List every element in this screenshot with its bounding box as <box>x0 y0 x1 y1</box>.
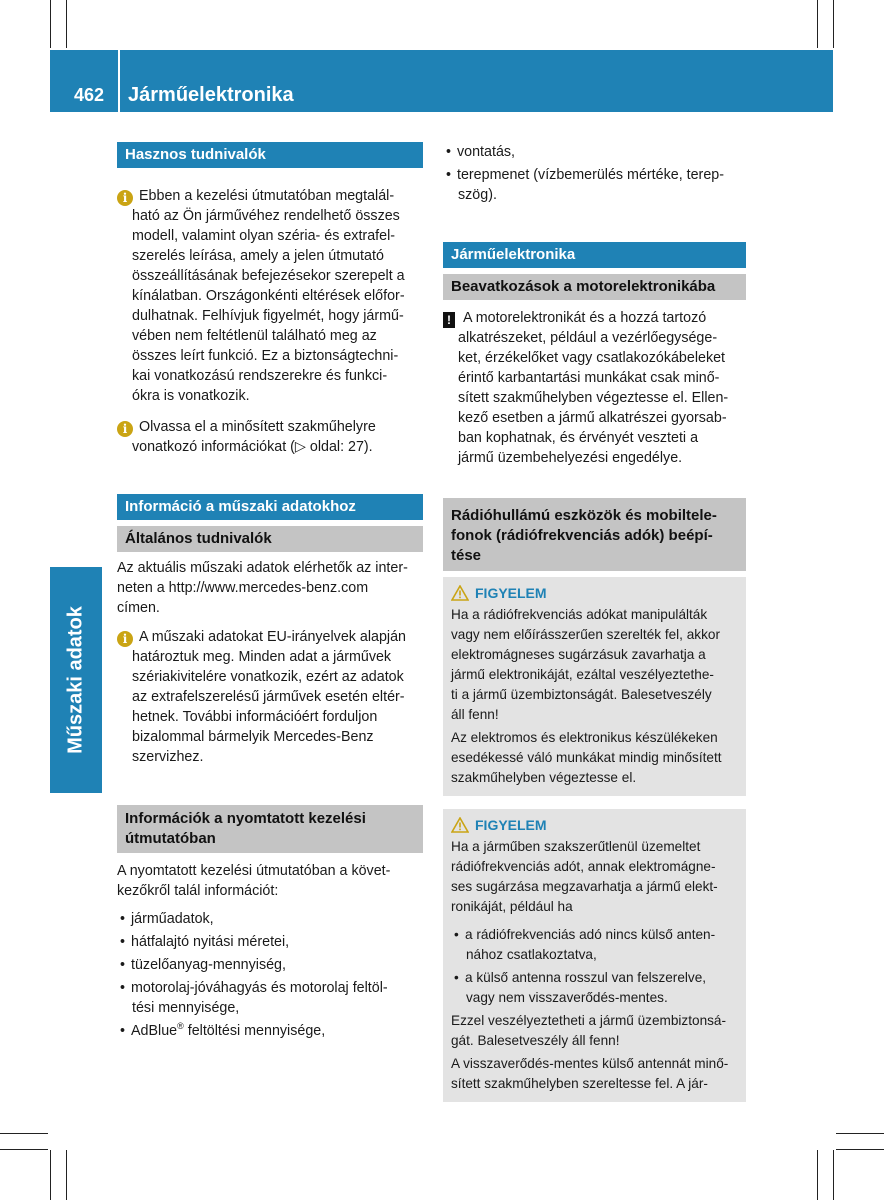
subheading-radio: Rádióhullámú eszközök és mobiltele- fonok (rádiófrekvenciás adók) beépí- tése <box>443 498 746 571</box>
crop-mark <box>0 1133 48 1134</box>
info-note: i Olvassa el a minősített szakműhelyre vonatkozó információkat (▷ oldal: 27). <box>117 417 423 457</box>
crop-mark <box>817 0 818 48</box>
side-tab-label: Műszaki adatok <box>64 606 87 754</box>
list-item: • a külső antenna rosszul van felszerelve, <box>451 968 738 988</box>
warning-title: FIGYELEM <box>451 583 738 603</box>
list-item: • hátfalajtó nyitási méretei, <box>117 932 423 952</box>
warning-triangle-icon <box>451 585 469 601</box>
info-icon: i <box>117 190 133 206</box>
crop-mark <box>0 1149 48 1150</box>
list-item: • a rádiófrekvenciás adó nincs külső anten- <box>451 925 738 945</box>
section-heading-info-muszaki: Információ a műszaki adatokhoz <box>117 494 423 520</box>
right-column <box>443 142 746 1102</box>
info-note: i A műszaki adatokat EU-irányelvek alapján határoztuk meg. Minden adat a járművek szériakivitelére vonatkozik, ezért az adatok az extrafelszerelésű járművek esetén eltér- hetnek. További információért forduljon bizalommal bármelyik Mercedes-Benz szervizhez. <box>117 627 423 767</box>
warning-box: FIGYELEM Ha a rádiófrekvenciás adókat manipulálták vagy nem előírásszerűen szerelték fel, akkor elektromágneses sugárzásuk zavarhatja a jármű elektronikáját, ezáltal veszélyeztethe- ti a jármű üzembiztonságát. Balesetveszély áll fenn! Az elektromos és elektronikus készülékeken esedékessé váló munkákat mindig minősített szakműhelyben végeztesse el. <box>443 577 746 796</box>
section-heading-jarmuelektronika: Járműelektronika <box>443 242 746 268</box>
caution-note: ! A motorelektronikát és a hozzá tartozó alkatrészeket, például a vezérlőegysége- ket, érzékelőket vagy csatlakozókábeleket érintő karbantartási munkákat csak minő- sített szakműhelyben végeztesse el. Ellen- kező esetben a jármű alkatrészei gyorsab- ban kophatnak, és érvényét veszteti a jármű üzembehelyezési engedélye. <box>443 308 746 468</box>
crop-mark <box>66 0 67 48</box>
subheading-motorelektronika: Beavatkozások a motorelektronikába <box>443 274 746 300</box>
bullet-list: • vontatás, • terepmenet (vízbemerülés mértéke, terep- szög). <box>443 142 746 205</box>
warning-triangle-icon <box>451 817 469 833</box>
crop-mark <box>66 1150 67 1200</box>
page-number: 462 <box>74 85 105 105</box>
info-icon: i <box>117 421 133 437</box>
subheading-nyomtatott: Információk a nyomtatott kezelési útmutatóban <box>117 805 423 853</box>
crop-mark <box>833 1150 834 1200</box>
crop-mark <box>833 0 834 48</box>
info-icon: i <box>117 631 133 647</box>
page-title: Járműelektronika <box>128 84 294 106</box>
left-column <box>117 142 423 1041</box>
info-note: i Ebben a kezelési útmutatóban megtalál- ható az Ön járművéhez rendelhető összes modell, valamint olyan széria- és extrafel- szerelés leírása, amely a jelen útmutató összeállításának befejezésekor szerepelt a kínálatban. Országonkénti eltérések előfor- dulhatnak. Felhívjuk figyelmét, hogy jármű- vében nem feltétlenül található meg az összes leírt funkció. Ez a biztonságtechni- kai vonatkozású rendszerekre és funkci- ókra is vonatkozik. <box>117 186 423 406</box>
paragraph: Az aktuális műszaki adatok elérhetők az inter- neten a http://www.mercedes-benz.com címen. <box>117 558 423 618</box>
website-link[interactable]: neten a http://www.mercedes-benz.com <box>117 580 369 596</box>
section-heading-hasznos: Hasznos tudnivalók <box>117 142 423 168</box>
crop-mark <box>50 1150 51 1200</box>
paragraph: A nyomtatott kezelési útmutatóban a követ- kezőkről talál információt: <box>117 863 391 899</box>
crop-mark <box>836 1133 884 1134</box>
header-divider <box>118 50 120 112</box>
list-item: • járműadatok, <box>117 909 423 929</box>
list-item: • AdBlue® feltöltési mennyisége, <box>117 1021 423 1041</box>
list-item: • vontatás, <box>443 142 746 162</box>
crop-mark <box>817 1150 818 1200</box>
warning-box: FIGYELEM Ha a járműben szakszerűtlenül üzemeltet rádiófrekvenciás adót, annak elektromágne- ses sugárzása megzavarhatja a jármű elekt- ronikáját, például ha • a rádiófrekvenciás adó nincs külső anten- nához csatlakoztatva, • a külső antenna rosszul van felszerelve, vagy nem visszaverődés-mentes. Ezzel veszélyeztetheti a jármű üzembiztonsá- gát. Balesetveszély áll fenn! A visszaverődés-mentes külső antennát minő- sített szakműhelyben szereltesse fel. A jár- <box>443 809 746 1102</box>
list-item: • terepmenet (vízbemerülés mértéke, terep- <box>443 165 746 185</box>
warning-title: FIGYELEM <box>451 815 738 835</box>
list-item: • tüzelőanyag-mennyiség, <box>117 955 423 975</box>
list-item: • motorolaj-jóváhagyás és motorolaj feltöl- <box>117 978 423 998</box>
crop-mark <box>836 1149 884 1150</box>
exclamation-icon: ! <box>443 312 455 328</box>
subheading-altalanos: Általános tudnivalók <box>117 526 423 552</box>
page-reference-link[interactable]: vonatkozó információkat (▷ oldal: 27). <box>132 439 373 455</box>
bullet-list: • járműadatok, • hátfalajtó nyitási méretei, • tüzelőanyag-mennyiség, • motorolaj-jóváhagyás és motorolaj feltöl- tési mennyisége, • AdBlue® feltöltési mennyisége, <box>117 909 423 1041</box>
crop-mark <box>50 0 51 48</box>
